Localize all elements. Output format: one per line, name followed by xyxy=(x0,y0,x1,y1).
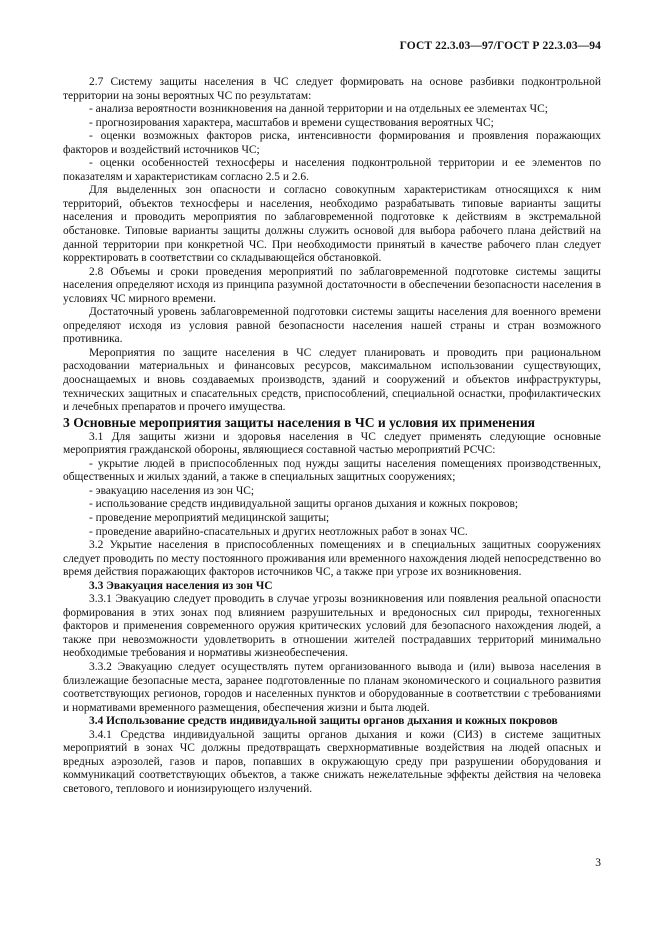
paragraph: 3.3.1 Эвакуацию следует проводить в случае угрозы возникновения или появления реальной опасности формирования в этих зонах под влиянием разрушительных и вредоносных сил природы, техногенных факторов и применения современного оружия критических условий для безопасного нахождения людей, а также при невозможности удовлетворить в отношении жителей пострадавших территорий минимально необходимые требования и нормативы жизнеобеспечения. xyxy=(63,593,601,660)
list-item: - проведение мероприятий медицинской защиты; xyxy=(89,511,330,524)
list-item: - эвакуацию населения из зон ЧС; xyxy=(89,484,255,497)
paragraph: 2.8 Объемы и сроки проведения мероприятий по заблаговременной подготовке системы защиты населения определяют исходя из принципа разумной достаточности в обеспечении безопасности населения в условиях ЧС мирного времени. xyxy=(63,265,601,305)
list-item: - оценки возможных факторов риска, интенсивности формирования и проявления поражающих факторов и воздействий источников ЧС; xyxy=(63,130,601,156)
list-item: - использование средств индивидуальной защиты органов дыхания и кожных покровов; xyxy=(89,498,519,511)
paragraph: 3.4.1 Средства индивидуальной защиты органов дыхания и кожи (СИЗ) в системе защитных мероприятий в зонах ЧС должны предотвращать сверхнормативные воздействия на людей опасных и вредных аэрозолей, газов и паров, попавших в окружающую среду при разрушении оборудования и коммуникаций соответствующих объектов, а также снижать нежелательные эффекты действия на человека светового, теплового и ионизирующего излучений. xyxy=(63,728,601,795)
list-item: - прогнозирования характера, масштабов и времени существования вероятных ЧС; xyxy=(89,116,494,129)
paragraph: 3.2 Укрытие населения в приспособленных помещениях и в специальных защитных сооружениях следует проводить по месту постоянного проживания или временного нахождения людей непосредственно во время действия поражающих факторов источников ЧС, а также при угрозе их возникновения. xyxy=(63,539,601,579)
paragraph: Мероприятия по защите населения в ЧС следует планировать и проводить при рациональном расходовании материальных и финансовых ресурсов, максимальном использовании существующих, дооснащаемых и вновь создаваемых производств, зданий и сооружений и объектов инфраструктуры, технических защитных и спасательных средств, приспособлений, специальной оснастки, профилактических и лечебных препаратов и прочего имущества. xyxy=(63,346,601,414)
section-heading: 3 Основные мероприятия защиты населения в ЧС и условия их применения xyxy=(63,414,536,430)
body-text xyxy=(63,76,601,796)
list-item: - анализа вероятности возникновения на данной территории и на отдельных ее элементах ЧС; xyxy=(89,103,548,116)
paragraph: 2.7 Систему защиты населения в ЧС следует формировать на основе разбивки подконтрольной территории на зоны вероятных ЧС по результатам: xyxy=(63,76,601,102)
paragraph: 3.3.2 Эвакуацию следует осуществлять путем организованного вывода и (или) вывоза населения в близлежащие безопасные места, заранее подготовленные по планам экономического и социального развития соответствующих регионов, городов и населенных пунктов и оборудованные в соответствии с требованиями и нормативами временного размещения, обеспечения жизни и быта людей. xyxy=(63,660,601,714)
paragraph: Достаточный уровень заблаговременной подготовки системы защиты населения для военного времени определяют исходя из условия равной безопасности населения нашей страны и стран возможного противника. xyxy=(63,306,601,346)
page-number: 3 xyxy=(595,857,601,869)
list-item: - проведение аварийно-спасательных и других неотложных работ в зонах ЧС. xyxy=(89,525,468,538)
list-item: - укрытие людей в приспособленных под нужды защиты населения помещениях производственных, общественных и жилых зданий, а также в специальных защитных сооружениях; xyxy=(63,457,601,484)
subsection-heading: 3.4 Использование средств индивидуальной защиты органов дыхания и кожных покровов xyxy=(89,715,558,728)
paragraph: Для выделенных зон опасности и согласно совокупным характеристикам относящихся к ним территорий, объектов техносферы и населения, необходимо разрабатывать типовые варианты защиты населения и проводить мероприятия по заблаговременной подготовке к действиям в экстремальной обстановке. Типовые варианты защиты должны служить основой для выбора рабочего плана действий на данной территории при конкретной ЧС. При необходимости принятый в качестве рабочего план следует корректировать в соответствии со складывающейся обстановкой. xyxy=(63,184,601,265)
page-header: ГОСТ 22.3.03—97/ГОСТ Р 22.3.03—94 xyxy=(399,40,601,52)
subsection-heading: 3.3 Эвакуация населения из зон ЧС xyxy=(89,579,273,592)
paragraph: 3.1 Для защиты жизни и здоровья населения в ЧС следует применять следующие основные мероприятия гражданской обороны, являющиеся составной частью мероприятий РСЧС: xyxy=(63,430,601,457)
list-item: - оценки особенностей техносферы и населения подконтрольной территории и ее элементов по показателям и характеристикам согласно 2.5 и 2.6. xyxy=(63,157,601,183)
